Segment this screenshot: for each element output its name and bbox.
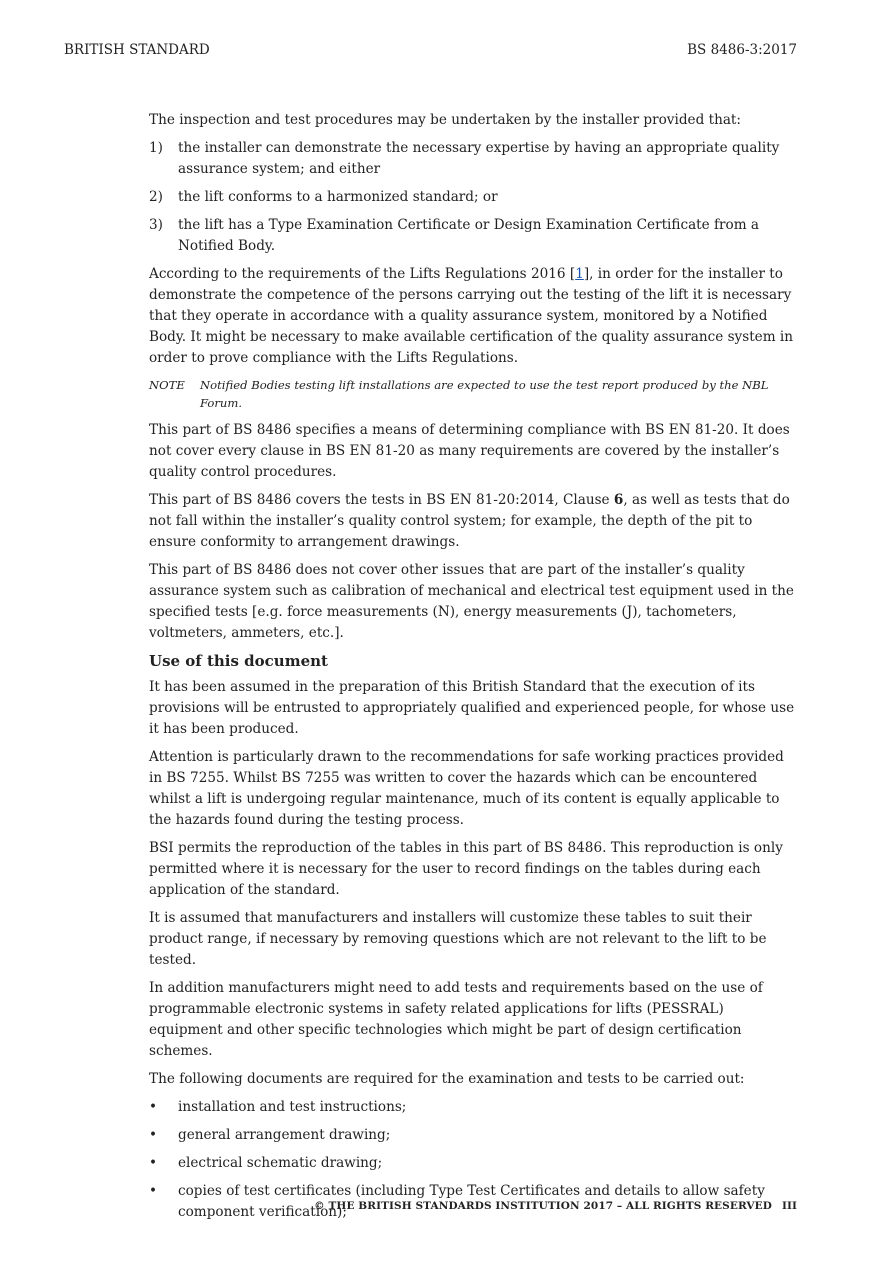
page-body	[149, 110, 801, 1230]
documents-intro-paragraph: The following documents are required for the examination and tests to be carried out:	[149, 1071, 745, 1087]
list-item-text: general arrangement drawing;	[178, 1127, 391, 1143]
list-item-text: copies of test certificates (including Type Test Certificates and details to allow safety component verification);	[178, 1183, 765, 1220]
attention-paragraph: Attention is particularly drawn to the recommendations for safe working practices provided in BS 7255. Whilst BS 7255 was written to cover the hazards which can be encountered whilst a lift is undergoing regular maintenance, much of its content is equally applicable to the hazards found during the testing process.	[149, 749, 784, 828]
list-item-text: installation and test instructions;	[178, 1099, 407, 1115]
list-marker: 1)	[149, 140, 163, 156]
list-item-text: electrical schematic drawing;	[178, 1155, 383, 1171]
list-item	[149, 138, 801, 180]
list-item	[149, 1153, 801, 1174]
note	[149, 376, 801, 412]
regulations-paragraph	[149, 264, 801, 369]
customization-paragraph: It is assumed that manufacturers and installers will customize these tables to suit their product range, if necessary by removing questions which are not relevant to the lift to be tested.	[149, 910, 767, 968]
clause-number: 6	[613, 492, 624, 508]
conditions-list	[149, 138, 801, 257]
list-item	[149, 187, 801, 208]
list-item-text: the lift conforms to a harmonized standard; or	[178, 189, 498, 205]
bullet: •	[149, 1155, 158, 1171]
bullet: •	[149, 1183, 158, 1199]
list-marker: 3)	[149, 217, 163, 233]
list-item	[149, 1125, 801, 1146]
header-right: BS 8486-3:2017	[687, 42, 797, 58]
list-item	[149, 215, 801, 257]
scope-paragraph: This part of BS 8486 specifies a means of determining compliance with BS EN 81-20. It does not cover every clause in BS EN 81-20 as many requirements are covered by the installer’s quality control procedures.	[149, 422, 790, 480]
reproduction-paragraph: BSI permits the reproduction of the tables in this part of BS 8486. This reproduction is only permitted where it is necessary for the user to record findings on the tables during each application of the standard.	[149, 840, 783, 898]
page-number: III	[781, 1200, 797, 1212]
intro-paragraph: The inspection and test procedures may be undertaken by the installer provided that:	[149, 112, 741, 128]
header-left: BRITISH STANDARD	[64, 42, 210, 58]
pessral-paragraph: In addition manufacturers might need to add tests and requirements based on the use of programmable electronic systems in safety related applications for lifts (PESSRAL) equipment and other specific technologies which might be part of design certification schemes.	[149, 980, 763, 1059]
list-item	[149, 1097, 801, 1118]
list-marker: 2)	[149, 189, 163, 205]
list-item-text: the installer can demonstrate the necessary expertise by having an appropriate quality assurance system; and either	[178, 140, 780, 177]
regulations-text-end: ], in order for the installer to demonstrate the competence of the persons carrying out the testing of the lift it is necessary that they operate in accordance with a quality assurance system, monitored by a Notified Body. It might be necessary to make available certification of the quality assurance system in order to prove compliance with the Lifts Regulations.	[149, 266, 794, 366]
copyright-notice: © THE BRITISH STANDARDS INSTITUTION 2017 – ALL RIGHTS RESERVED	[314, 1200, 772, 1212]
bullet: •	[149, 1127, 158, 1143]
bullet: •	[149, 1099, 158, 1115]
note-label: NOTE	[149, 378, 185, 392]
coverage-paragraph	[149, 490, 801, 553]
list-item-text: the lift has a Type Examination Certificate or Design Examination Certificate from a Notified Body.	[178, 217, 760, 254]
coverage-text-end: , as well as tests that do not fall within the installer’s quality control system; for example, the depth of the pit to ensure conformity to arrangement drawings.	[149, 492, 790, 550]
assumption-paragraph: It has been assumed in the preparation of this British Standard that the execution of its provisions will be entrusted to appropriately qualified and experienced people, for whose use it has been produced.	[149, 679, 795, 737]
section-heading: Use of this document	[149, 652, 328, 670]
page-footer	[314, 1200, 797, 1212]
coverage-text-start: This part of BS 8486 covers the tests in BS EN 81-20:2014, Clause	[149, 492, 614, 508]
note-text: Notified Bodies testing lift installations are expected to use the test report produced by the NBL Forum.	[200, 378, 769, 410]
reference-link[interactable]: 1	[575, 266, 584, 282]
running-header	[64, 42, 797, 58]
regulations-text-start: According to the requirements of the Lifts Regulations 2016 [	[149, 266, 576, 282]
exclusions-paragraph: This part of BS 8486 does not cover other issues that are part of the installer’s quality assurance system such as calibration of mechanical and electrical test equipment used in the specified tests [e.g. force measurements (N), energy measurements (J), tachometers, voltmeters, ammeters, etc.].	[149, 562, 794, 641]
